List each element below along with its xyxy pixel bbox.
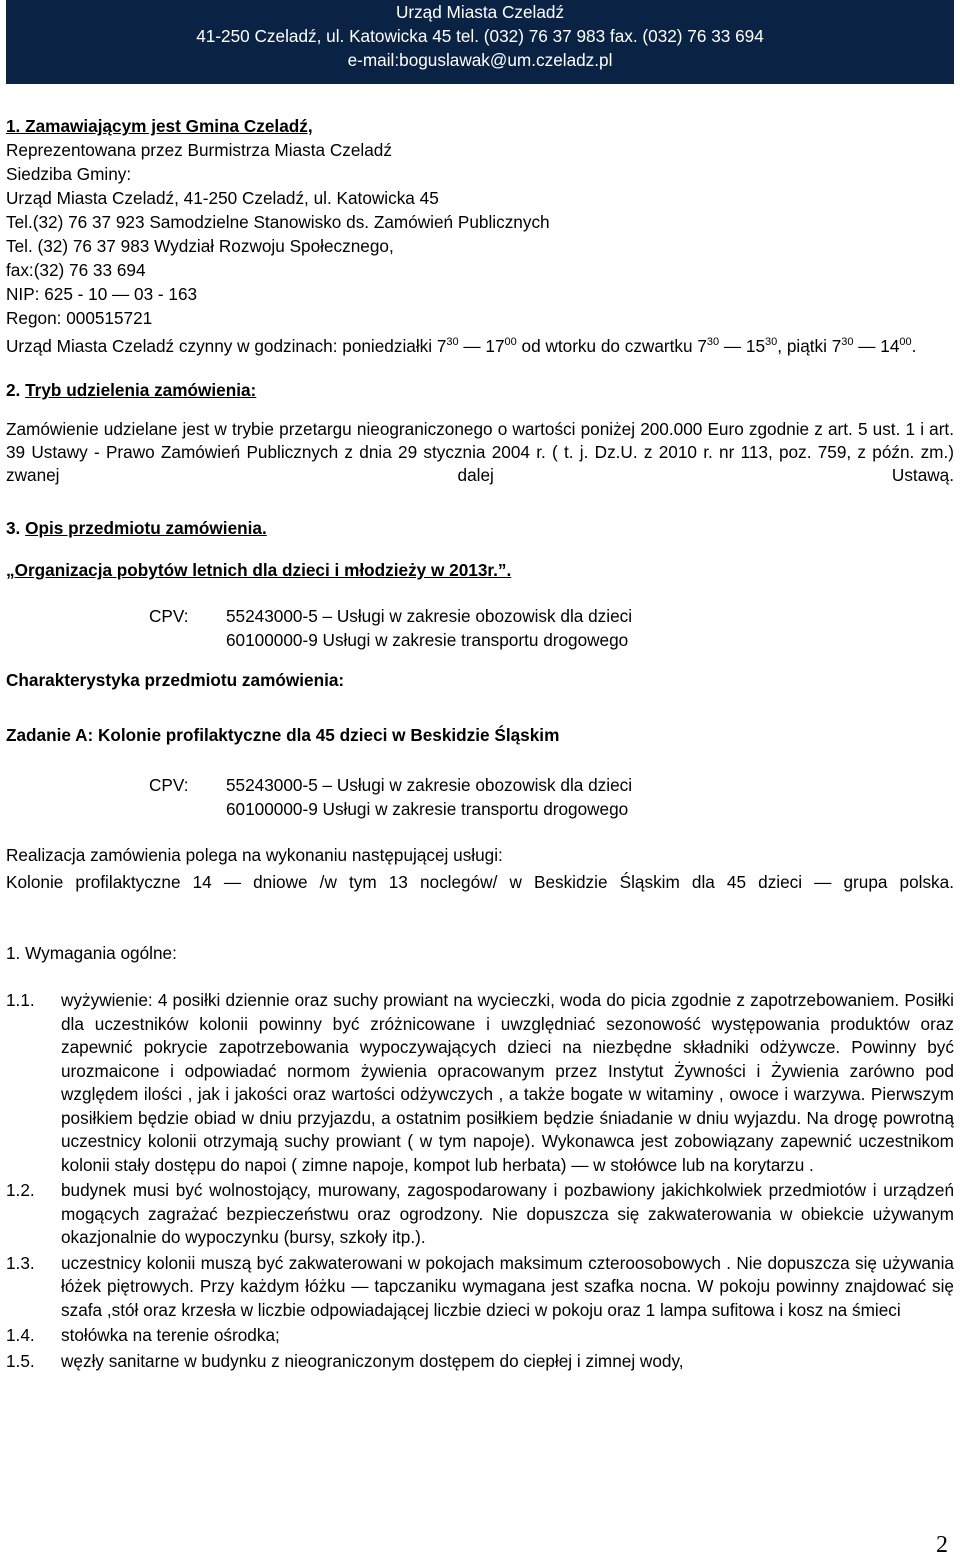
list-item: 1.2. budynek musi być wolnostojący, murowany, zagospodarowany i pozbawiony jakichkolwiek przedmiotów i urządzeń mogących zagrażać bezpieczeństwu oraz ogrodzony. Nie dopuszcza się zakwaterowania w obiekcie używanym okazjonalnie do wypoczynku (bursy, szkoły itp.). xyxy=(6,1180,954,1247)
letterhead-office: Urząd Miasta Czeladź xyxy=(395,2,565,22)
cpv-code-transport: 60100000-9 Usługi w zakresie transportu drogowego xyxy=(226,630,629,650)
list-item: 1.1. wyżywienie: 4 posiłki dziennie oraz suchy prowiant na wycieczki, woda do picia zgodnie z zapotrzebowaniem. Posiłki dla uczestników kolonii powinny być zróżnicowane i uwzględniać sezonowość występowania produktów oraz zapewnić pokrycie zapotrzebowania wypoczywających dzieci na niezbędne składniki odżywcze. Powinny być urozmaicone i odpowiadać normom żywienia opracowanym przez Instytut Żywności i Żywienia zarówno pod względem ilości , jak i jakości oraz wartości odżywczych , a także bogate w witaminy , owoce i warzywa. Pierwszym posiłkiem będzie obiad w dniu przyjazdu, a ostatnim posiłkiem będzie śniadanie w dniu wyjazdu. Na drogę powrotną uczestnicy kolonii otrzymają suchy prowiant ( w tym napoje). Wykonawca jest zobowiązany zapewnić uczestnikom kolonii stały dostępu do napoi ( zimne napoje, kompot lub herbata) — w stołówce lub na korytarzu . xyxy=(6,990,954,1175)
section3-title: Opis przedmiotu zamówienia. xyxy=(25,518,267,538)
section1-line: Regon: 000515721 xyxy=(6,308,153,328)
cpv-code-camps: 55243000-5 – Usługi w zakresie obozowisk dla dzieci xyxy=(226,606,633,626)
document-page xyxy=(6,0,954,1561)
list-item: 1.4. stołówka na terenie ośrodka; xyxy=(6,1325,280,1345)
section2-paragraph: Zamówienie udzielane jest w trybie przetargu nieograniczonego o wartości poniżej 200.000 Euro zgodnie z art. 5 ust. 1 i art. 39 Ustawy - Prawo Zamówień Publicznych z dnia 29 stycznia 2004 r. ( t. j. Dz.U. z 2010 r. nr 113, poz. 759, z późn. zm.) zwanej dalej Ustawą. xyxy=(6,419,954,485)
document-body xyxy=(6,114,954,1373)
section1-line: Siedziba Gminy: xyxy=(6,164,132,184)
cpv-label: CPV: xyxy=(149,606,189,626)
section2-title: Tryb udzielenia zamówienia: xyxy=(25,380,257,400)
section3-heading: 3. Opis przedmiotu zamówienia. xyxy=(6,518,267,538)
letterhead-address: 41-250 Czeladź, ul. Katowicka 45 tel. (032) 76 37 983 fax. (032) 76 33 694 xyxy=(196,26,764,46)
general-requirements-title: 1. Wymagania ogólne: xyxy=(6,943,177,963)
list-item: 1.5. węzły sanitarne w budynku z nieograniczonym dostępem do ciepłej i zimnej wody, xyxy=(6,1350,684,1371)
cpv-codes xyxy=(6,604,954,652)
characteristics-title: Charakterystyka przedmiotu zamówienia: xyxy=(6,670,345,690)
cpv-label: CPV: xyxy=(149,775,189,795)
contract-subject: „Organizacja pobytów letnich dla dzieci i młodzieży w 2013r.”. xyxy=(6,560,512,580)
section1-line: Urząd Miasta Czeladź, 41-250 Czeladź, ul. Katowicka 45 xyxy=(6,188,439,208)
cpv-code-transport: 60100000-9 Usługi w zakresie transportu drogowego xyxy=(226,799,629,819)
section2-heading: 2. Tryb udzielenia zamówienia: xyxy=(6,380,257,400)
requirements-list xyxy=(6,989,954,1373)
section1-line: NIP: 625 - 10 — 03 - 163 xyxy=(6,284,198,304)
cpv-code-camps: 55243000-5 – Usługi w zakresie obozowisk dla dzieci xyxy=(226,775,633,795)
section1-line: Reprezentowana przez Burmistrza Miasta Czeladź xyxy=(6,140,392,160)
section1-line: Tel.(32) 76 37 923 Samodzielne Stanowisko ds. Zamówień Publicznych xyxy=(6,212,550,232)
task-cpv-codes xyxy=(6,773,954,821)
task-a-title: Zadanie A: Kolonie profilaktyczne dla 45 dzieci w Beskidzie Śląskim xyxy=(6,725,560,745)
office-hours: Urząd Miasta Czeladź czynny w godzinach: poniedziałki $7^{30}$ — $17^{00}$ od wtorku do czwartku $7^{30}$ — $15^{30}$, piątki $7^{30}$ — $14^{00}$. xyxy=(6,336,917,356)
realization-text: Kolonie profilaktyczne 14 — dniowe /w tym 13 noclegów/ w Beskidzie Śląskim dla 45 dzieci — grupa polska. xyxy=(6,872,954,892)
list-item: 1.3. uczestnicy kolonii muszą być zakwaterowani w pokojach maksimum czteroosobowych . Nie dopuszcza się używania łóżek piętrowych. Przy każdym łóżku — tapczaniku wymagana jest szafka nocna. W pokoju powinny znajdować się szafa ,stół oraz krzesła w liczbie odpowiadającej liczbie dzieci w pokoju oraz 1 lampa sufitowa i kosz na śmieci xyxy=(6,1252,954,1320)
section1-line: fax:(32) 76 33 694 xyxy=(6,260,146,280)
section1-line: Tel. (32) 76 37 983 Wydział Rozwoju Społecznego, xyxy=(6,236,394,256)
realization-intro: Realizacja zamówienia polega na wykonaniu następującej usługi: xyxy=(6,845,503,865)
letterhead xyxy=(6,0,954,84)
page-number: 2 xyxy=(936,1532,948,1558)
letterhead-email: e-mail:boguslawak@um.czeladz.pl xyxy=(347,50,613,70)
section1-title: 1. Zamawiającym jest Gmina Czeladź, xyxy=(6,116,313,136)
